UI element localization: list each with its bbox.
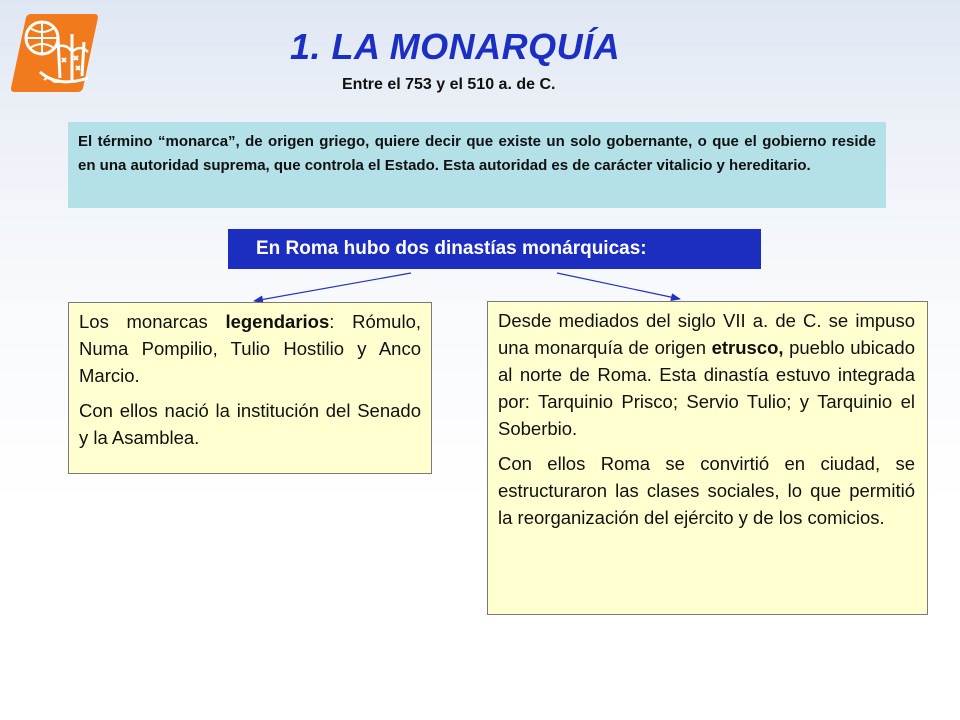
dynasties-banner: En Roma hubo dos dinastías monárquicas: <box>228 229 761 269</box>
text-span: Desde mediados del siglo VII a. de C. se impuso una monarquía de origen <box>498 310 915 358</box>
text-span: Los monarcas <box>79 311 226 332</box>
etruscan-bold-term: etrusco, <box>711 337 784 358</box>
rome-city-paragraph: Con ellos Roma se convirtió en ciudad, se estructuraron las clases sociales, lo que permitió la reorganización del ejército y de los comicios. <box>498 453 915 528</box>
legendary-kings-box <box>68 302 432 474</box>
legendary-kings-paragraph <box>79 308 421 389</box>
caravel-globe-logo-icon <box>10 8 102 96</box>
arrow-right <box>557 273 680 299</box>
text-span: pueblo ubicado al norte de Roma. Esta dinastía estuvo integrada por: Tarquinio Prisco; Servio Tulio; y Tarquinio el Soberbio. <box>498 337 916 439</box>
etruscan-kings-box <box>487 301 928 615</box>
text-span: : Rómulo, Numa Pompilio, Tulio Hostilio y Anco Marcio. <box>79 311 421 386</box>
etruscan-kings-paragraph <box>498 307 915 442</box>
page-subtitle: Entre el 753 y el 510 a. de C. <box>342 76 556 93</box>
page-title: 1. LA MONARQUÍA <box>290 26 621 67</box>
definition-box: El término “monarca”, de origen griego, quiere decir que existe un solo gobernante, o que el gobierno reside en una autoridad suprema, que controla el Estado. Esta autoridad es de carácter vitalicio y hereditario. <box>68 122 886 208</box>
legendary-bold-term: legendarios <box>225 311 330 332</box>
arrow-left <box>254 273 411 301</box>
senate-paragraph: Con ellos nació la institución del Senado y la Asamblea. <box>79 400 421 448</box>
